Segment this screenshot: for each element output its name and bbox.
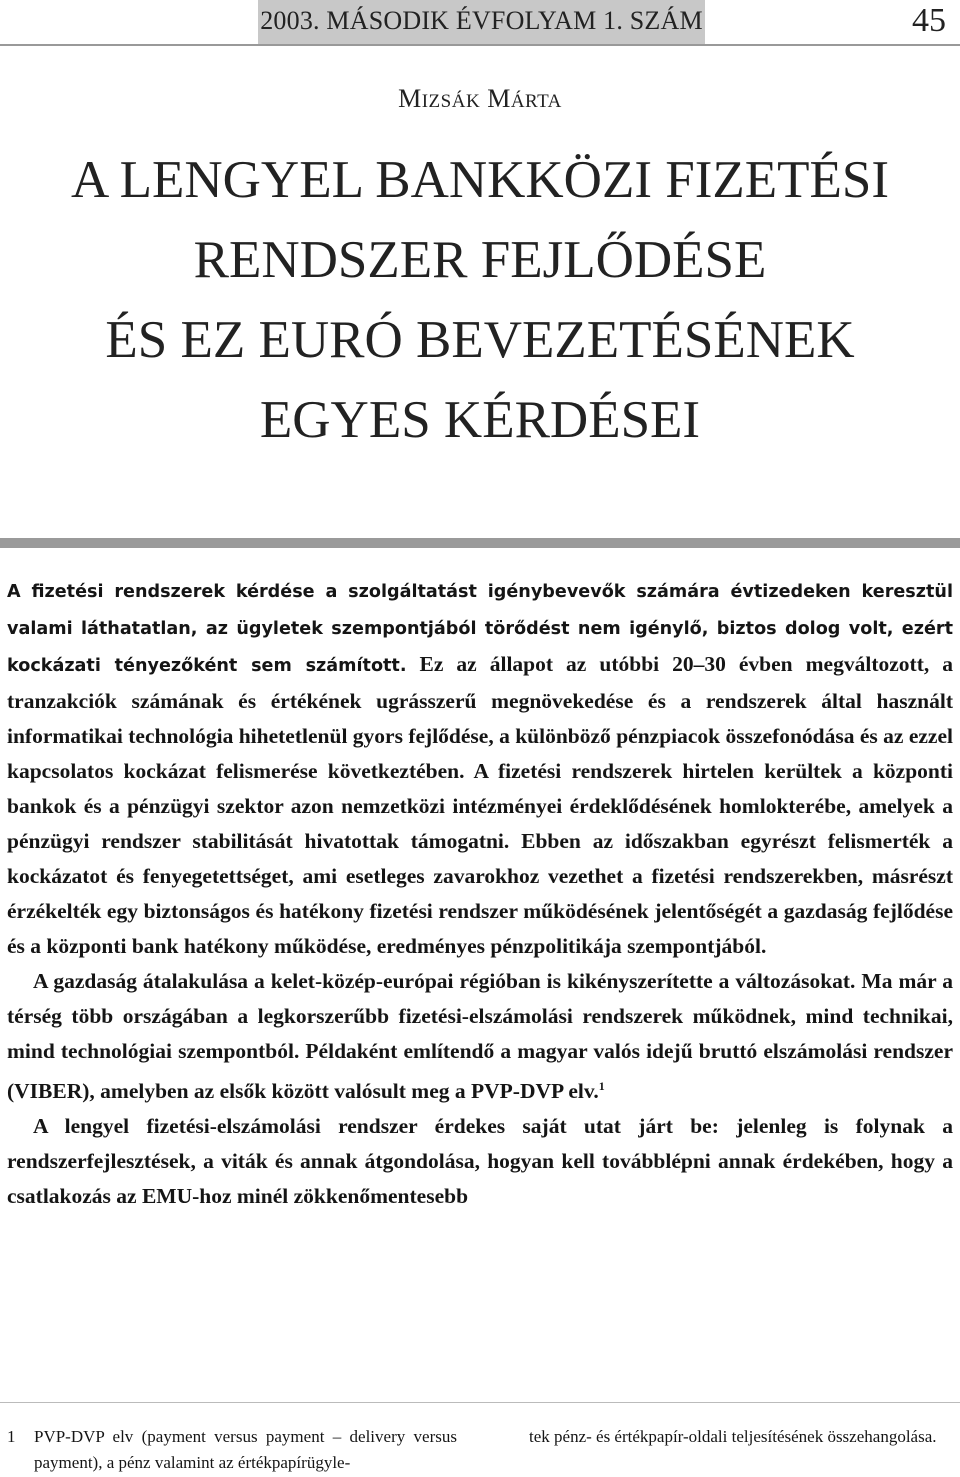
- title-line: EGYES KÉRDÉSEI: [259, 391, 701, 449]
- paragraph-2-text: A gazdaság átalakulása a kelet-közép-európai régióban is kikényszerítette a változásokat. Ma már a térség több országában a legkorszerűbb fizetési-elszámolási rendszerek működnek, mind technikai, mind technológiai szempontból. Példaként említendő a magyar valós idejű bruttó elszámolási rendszer (VIBER), amelyben az elsők között valósult meg a PVP-DVP elv.: [7, 969, 953, 1104]
- paragraph-3: [7, 1109, 953, 1214]
- author-first-rest: IZSÁK: [421, 91, 481, 112]
- article-title: [0, 140, 960, 460]
- paragraph-2: [7, 964, 953, 1109]
- title-line: RENDSZER FEJLŐDÉSE: [193, 231, 767, 289]
- footnote-text-left: PVP-DVP elv (payment versus payment – delivery versus payment), a pénz valamint az értékpapírügyle-: [34, 1427, 457, 1472]
- author-last-initial: M: [487, 84, 511, 113]
- paragraph-3-text: A lengyel fizetési-elszámolási rendszer érdekes saját utat járt be: jelenleg is folynak a rendszerfejlesztések, a viták és annak átgondolása, hogyan kell továbblépni annak érdekében, hogy a csatlakozás az EMU-hoz minél zökkenőmentesebb: [7, 1114, 953, 1209]
- header-divider: [0, 44, 960, 46]
- title-divider: [0, 538, 960, 548]
- paragraph-1: [7, 573, 953, 964]
- footnote-divider: [0, 1402, 960, 1403]
- article-body: [7, 573, 953, 1214]
- footnote-ref[interactable]: 1: [598, 1079, 605, 1093]
- footnote-text-right: tek pénz- és értékpapír-oldali teljesítésének összehangolása.: [529, 1427, 937, 1446]
- author-last-rest: ÁRTA: [510, 91, 562, 112]
- title-line: A LENGYEL BANKKÖZI FIZETÉSI: [71, 151, 889, 209]
- abstract-lead: A fizetési rendszerek kérdése a szolgáltatást igénybevevők számára évtizedeken keresztül valami láthatatlan, az ügyletek szempontjából törődést nem igénylő, biztos dolog volt, ezért kockázati tényezőként sem számított.: [7, 582, 953, 676]
- footnote-number: 1: [7, 1427, 16, 1446]
- title-line: ÉS EZ EURÓ BEVEZETÉSÉNEK: [105, 311, 855, 369]
- author-first-initial: M: [398, 84, 422, 113]
- issue-header: 2003. MÁSODIK ÉVFOLYAM 1. SZÁM: [260, 6, 703, 35]
- author-name: [0, 84, 960, 114]
- paragraph-1-text: Ez az állapot az utóbbi 20–30 évben megváltozott, a tranzakciók számának és értékének ugrásszerű megnövekedése és a rendszerek által használt informatikai technológia hihetetlenül gyors fejlődése, a különböző pénzpiacok összefonódása és az ezzel kapcsolatos kockázat felismerése következtében. A fizetési rendszerek hirtelen kerültek a központi bankok és a pénzügyi szektor azon nemzetközi intézményei érdeklődésének homlokterébe, amelyek a pénzügyi rendszer stabilitását hivatottak támogatni. Ebben az időszakban egyrészt felismerték a kockázatot és fenyegetettséget, ami esetleges zavarokhoz vezethet a fizetési rendszerekben, másrészt érzékelték egy biztonságos és hatékony fizetési rendszer működésének jelentőségét a gazdaság fejlődése és a központi bank hatékony működése, eredményes pénzpolitikája szempontjából.: [7, 652, 953, 958]
- page-number: 45: [912, 2, 946, 39]
